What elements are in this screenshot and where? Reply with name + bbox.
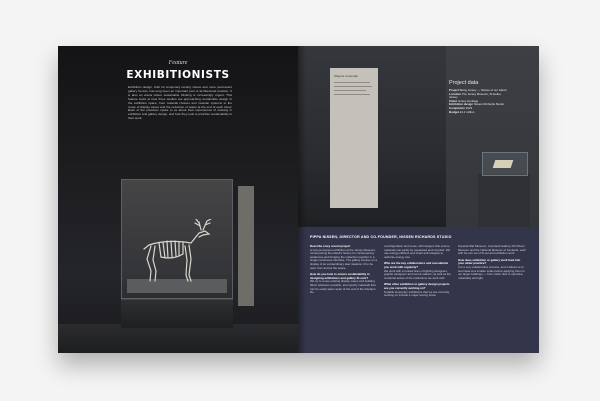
panel-text-line xyxy=(334,86,372,87)
project-data-row: Budget £1.2 million xyxy=(449,109,475,114)
gallery-floor xyxy=(58,324,298,353)
deer-skeleton-image xyxy=(131,219,223,283)
page-gutter-shadow xyxy=(298,46,306,353)
interpretation-panel xyxy=(330,68,378,208)
project-data-row: Completion 2023 xyxy=(449,105,473,110)
feature-headline: EXHIBITIONISTS xyxy=(126,69,230,81)
interview-column xyxy=(458,245,526,283)
project-data-row: Project Being Jersey — Stories of our island xyxy=(449,88,507,92)
interview-answer: A new permanent exhibition at the Jersey Museum, reinterpreting the island's history for contemporary audiences and bringing the collection together in a single continuous narrative. The gallery centres on a display of an extraordinary deer skeleton, lit to be seen from across the space. xyxy=(310,247,377,270)
section-kicker: Feature xyxy=(168,60,188,66)
project-data-title: Project data xyxy=(449,80,479,86)
panel-title: Objects of wonder xyxy=(334,74,359,78)
open-book xyxy=(493,160,514,168)
display-vitrine xyxy=(121,179,233,327)
interview-answer: We work with a trusted team of lighting designers, graphic designers and mount-makers, as well as the curatorial teams of the institutions we work with. xyxy=(384,268,451,280)
interview-question: Describe a key recent project xyxy=(310,244,351,248)
vitrine-base xyxy=(121,299,233,328)
book-case-plinth xyxy=(478,174,530,227)
left-page xyxy=(58,46,298,353)
interview-column xyxy=(384,245,452,301)
project-data-row: Location The Jersey Museum, St Helier, Jersey xyxy=(449,91,502,100)
interview-answer: Imperial War Museum, Courtauld Gallery, Pitt Rivers Museum and the National Museum of Scotland, each with its own set of fit-out and exhibition work. xyxy=(458,244,526,256)
interview-question: How do you look to ensure sustainability in designing exhibitions and gallery fit-outs? xyxy=(310,272,370,280)
interview-answer: It is a very collaborative process, and it allows us to test ideas at a smaller scale before applying them to our larger buildings — from visitor flow to narrative, materiality and light. xyxy=(458,264,525,280)
interview-answer: We try to reuse existing display cases and building fabric wherever possible, and specify materials that can be easily taken apart at the end of the display's life. xyxy=(310,279,376,295)
right-page xyxy=(298,46,539,353)
project-data-box xyxy=(449,80,509,114)
gallery-photo xyxy=(298,46,539,227)
panel-text-line xyxy=(334,94,370,95)
interview-question: Who are the key collaborators and consultants you work with regularly? xyxy=(384,261,449,269)
interview-answer: reconfiguration and reuse, with designs that ensure materials can easily be separated and recycled. We use energy-efficient and smart technologies to optimise energy use. xyxy=(384,244,451,259)
interview-section xyxy=(298,227,539,353)
intro-paragraph: Exhibition design, both for temporary touring shows and more permanent gallery fit-outs, has long been an important part of architectural practice. It is also an arena where sustainable thinking is increasingly urgent. This feature looks at how three studios are approaching sustainable design in the exhibition space, from material choices and modular systems to the reuse of display cases and the reduction of waste at the end of each show. Each of the practices spoke to us about their experiences of working in exhibition and gallery design, and how they look to prioritise sustainability in their work. xyxy=(128,85,232,121)
interview-heading: PIPPA NISSEN, DIRECTOR AND CO-FOUNDER, NISSEN RICHARDS STUDIO xyxy=(310,235,452,239)
interview-question: What other exhibition or gallery design projects are you currently working on? xyxy=(384,282,450,290)
magazine-spread xyxy=(58,46,539,353)
wall-text-panel xyxy=(238,186,254,306)
interview-question: How does exhibition or gallery work feed into your wider practice? xyxy=(458,257,521,266)
project-data-row: Exhibition design Nissen Richards Studio xyxy=(449,102,504,107)
panel-text-line xyxy=(334,82,370,83)
panel-text-line xyxy=(334,90,366,91)
interview-answer: Notable temporary exhibitions that we are currently working on include a major touring show. xyxy=(384,289,450,298)
project-data-row: Client Jersey Heritage xyxy=(449,98,479,103)
interview-column xyxy=(310,245,378,298)
